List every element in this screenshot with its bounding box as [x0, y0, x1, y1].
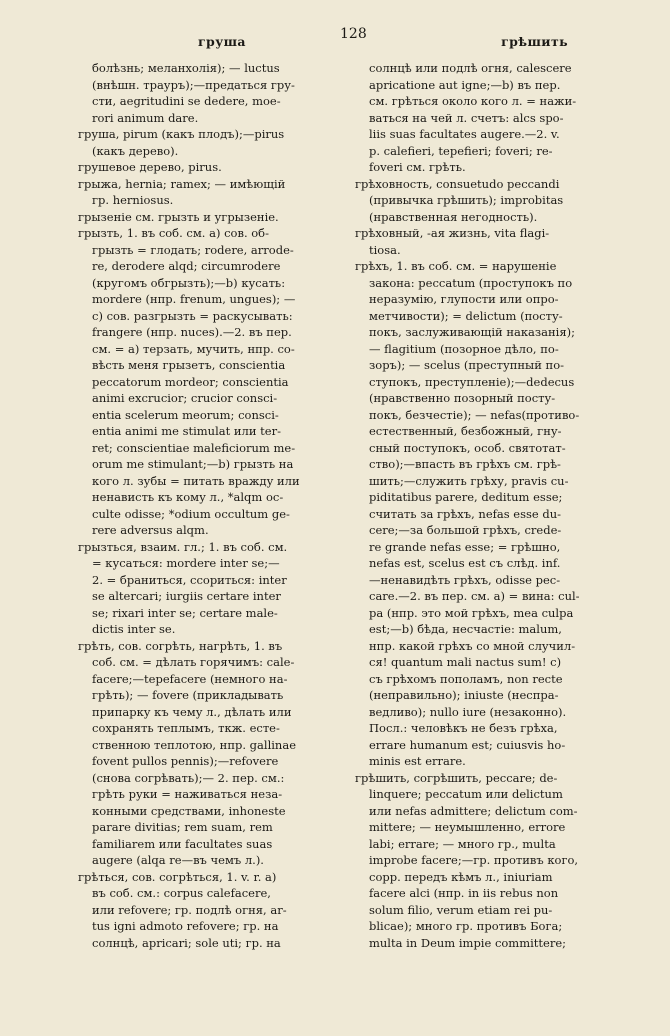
text-line: Посл.: человѣкъ не безъ грѣха,: [369, 721, 558, 735]
text-line: solum filio, verum etiam rei pu-: [369, 902, 553, 917]
text-line: шить;—служить грѣху, pravis cu-: [369, 473, 569, 488]
text-line: грушевое дерево, pirus.: [78, 160, 222, 174]
text-line: конными средствами, inhoneste: [92, 803, 286, 818]
text-line: грѣть, сов. согрѣть, нагрѣть, 1. въ: [78, 638, 283, 653]
text-line: re grande nefas esse; = грѣшно,: [369, 539, 561, 554]
text-line: (нравственно позорный посту-: [369, 391, 556, 405]
text-line: cere;—за большой грѣхъ, crede-: [369, 523, 562, 537]
text-line: culte odisse; *odium occultum ge-: [92, 506, 290, 521]
text-line: грѣшить, согрѣшить, peccare; de-: [355, 770, 558, 785]
text-line: нпр. какой грѣхъ со мной случил-: [369, 638, 576, 653]
text-line: 2. = браниться, ссориться: inter: [92, 572, 287, 587]
text-line: ступокъ, преступленіе);—dedecus: [369, 374, 575, 389]
text-line: entia animi me stimulat или ter-: [92, 424, 281, 438]
text-line: linquere; peccatum или delictum: [369, 787, 563, 801]
text-line: (кругомъ обгрызть);—b) кусать:: [92, 275, 286, 290]
text-line: labi; errare; — много гр., multa: [369, 836, 556, 851]
text-line: ведливо); nullo iure (незаконно).: [369, 704, 567, 719]
text-line: сти, aegritudini se dedere, moe-: [92, 94, 281, 108]
text-line: tus igni admoto refovere; гр. на: [92, 919, 279, 933]
text-line: dictis inter se.: [92, 622, 176, 636]
text-line: грѣховность, consuetudo peccandi: [355, 176, 560, 191]
text-line: se; rixari inter se; certare male-: [92, 605, 278, 620]
text-line: minis est errare.: [369, 754, 466, 768]
left-column: [78, 60, 342, 951]
text-line: покъ, заслуживающій наказанія);: [369, 325, 575, 339]
text-line: въ соб. см.: corpus calefacere,: [92, 886, 271, 900]
text-line: est;—b) бѣда, несчастіе: malum,: [369, 622, 562, 636]
text-line: = кусаться: mordere inter se;—: [92, 556, 280, 570]
text-line: familiarem или facultates suas: [92, 836, 273, 851]
text-line: ственною теплотою, нпр. gallinae: [92, 737, 296, 752]
text-line: (неправильно); iniuste (неспра-: [369, 688, 559, 702]
text-line: зоръ); — scelus (преступный по-: [369, 358, 565, 372]
text-line: сный поступокъ, особ. святотат-: [369, 440, 566, 455]
text-line: orum me stimulant;—b) грызть на: [92, 457, 294, 471]
text-line: — flagitium (позорное дѣло, по-: [369, 341, 559, 356]
text-line: (внѣшн. трауръ);—предаться гру-: [92, 77, 295, 92]
text-line: liis suas facultates augere.—2. v.: [369, 127, 560, 141]
text-line: rere adversus alqm.: [92, 523, 209, 537]
text-line: re, derodere alqd; circumrodere: [92, 259, 281, 273]
text-line: se altercari; iurgiis certare inter: [92, 589, 281, 603]
text-line: грызть = глодать; rodere, arrode-: [92, 242, 294, 257]
text-line: piditatibus parere, deditum esse;: [369, 490, 563, 504]
text-line: грызться, взаим. гл.; 1. въ соб. см.: [78, 539, 288, 554]
text-line: frangere (нпр. nuces).—2. въ пер.: [92, 325, 292, 339]
text-line: ненависть къ кому л., *alqm oc-: [92, 490, 284, 504]
text-line: c) сов. разгрызть = раскусывать:: [92, 308, 293, 323]
text-line: foveri см. грѣть.: [369, 160, 466, 174]
text-line: blicae); много гр. противъ Бога;: [369, 919, 563, 933]
text-line: метчивости); = delictum (посту-: [369, 308, 563, 323]
text-line: гр. herniosus.: [92, 193, 174, 207]
text-line: apricatione aut igne;—b) въ пер.: [369, 77, 561, 92]
text-line: (снова согрѣвать);— 2. пер. см.:: [92, 770, 285, 785]
text-line: —ненавидѣть грѣхъ, odisse pec-: [369, 572, 561, 587]
text-line: ret; conscientiae maleficiorum me-: [92, 440, 296, 455]
text-line: entia scelerum meorum; consci-: [92, 407, 279, 422]
text-line: болѣзнь; меланхолія); — luctus: [92, 61, 280, 75]
text-line: pa (нпр. это мой грѣхъ, mea culpa: [369, 605, 574, 620]
text-line: грѣть); — fovere (прикладывать: [92, 688, 284, 702]
text-line: ваться на чей л. счетъ: alcs spo-: [369, 110, 564, 125]
text-line: mordere (нпр. frenum, ungues); —: [92, 292, 296, 306]
text-line: facere alci (нпр. in iis rebus non: [369, 886, 559, 900]
text-line: (какъ дерево).: [92, 143, 179, 158]
text-line: естественный, безбожный, гну-: [369, 424, 562, 438]
text-line: кого л. зубы = питать вражду или: [92, 473, 300, 488]
text-line: закона: peccatum (проступокъ по: [369, 275, 573, 290]
text-line: грѣться, сов. согрѣться, 1. v. r. a): [78, 869, 277, 884]
text-line: грѣть руки = наживаться неза-: [92, 787, 283, 801]
text-line: p. calefieri, tepefieri; foveri; re-: [369, 143, 553, 158]
text-line: animi excrucior; crucior consci-: [92, 391, 278, 405]
text-line: peccatorum mordeor; conscientia: [92, 374, 289, 389]
text-line: или refovere; гр. подлѣ огня, ar-: [92, 902, 287, 917]
text-line: см. грѣться около кого л. = нажи-: [369, 94, 577, 108]
text-line: сохранять теплымъ, ткж. есте-: [92, 721, 280, 735]
text-line: multa in Deum impie committere;: [369, 935, 567, 950]
text-line: errare humanum est; cuiusvis ho-: [369, 737, 566, 752]
text-line: неразумію, глупости или опро-: [369, 292, 559, 306]
page-number: 128: [340, 26, 367, 42]
text-line: parare divitias; rem suam, rem: [92, 820, 273, 834]
text-line: mittere; — неумышленно, errore: [369, 820, 566, 834]
text-line: грѣховный, -ая жизнь, vita flagi-: [355, 226, 550, 240]
text-line: rori animum dare.: [92, 110, 199, 125]
text-line: съ грѣхомъ пополамъ, non recte: [369, 671, 563, 686]
text-line: (привычка грѣшить); improbitas: [369, 193, 564, 207]
text-line: грыжа, hernia; ramex; — имѣющій: [78, 176, 286, 191]
header-right-word: грѣшить: [501, 34, 568, 49]
text-line: ся! quantum mali nactus sum! c): [369, 655, 562, 669]
text-line: ство);—впасть въ грѣхъ см. грѣ-: [369, 457, 561, 471]
text-line: грѣхъ, 1. въ соб. см. = нарушеніе: [355, 259, 557, 273]
text-line: сорр. передъ кѣмъ л., iniuriam: [369, 869, 553, 884]
text-line: грызеніе см. грызть и угрызеніе.: [78, 209, 279, 224]
text-line: augere (alqa re—въ чемъ л.).: [92, 853, 264, 867]
text-line: грызть, 1. въ соб. см. а) сов. об-: [78, 226, 269, 240]
text-line: соб. см. = дѣлать горячимъ: cale-: [92, 655, 295, 669]
text-line: tiosa.: [369, 242, 401, 257]
text-line: nefas est, scelus est съ слѣд. inf.: [369, 556, 561, 570]
text-line: считать за грѣхъ, nefas esse du-: [369, 506, 562, 521]
text-line: или nefas admittere; delictum com-: [369, 803, 578, 818]
text-line: см. = a) терзать, мучить, нпр. со-: [92, 341, 295, 356]
text-line: вѣсть меня грызетъ, conscientia: [92, 358, 286, 372]
text-line: facere;—tepefacere (немного на-: [92, 671, 288, 686]
right-column: [355, 60, 627, 951]
text-line: care.—2. въ пер. см. a) = вина: cul-: [369, 589, 580, 603]
text-line: improbe facere;—гр. противъ кого,: [369, 853, 579, 867]
text-line: груша, pirum (какъ плодъ);—pirus: [78, 127, 285, 141]
text-line: солнцѣ, apricari; sole uti; гр. на: [92, 935, 281, 950]
text-line: припарку къ чему л., дѣлать или: [92, 704, 292, 719]
text-line: (нравственная негодность).: [369, 209, 538, 224]
header-left-word: груша: [198, 34, 246, 49]
text-line: солнцѣ или подлѣ огня, calescere: [369, 61, 572, 75]
text-line: покъ, безчестіе); — nefas(противо-: [369, 407, 580, 422]
page-header: [70, 24, 630, 50]
text-line: fovent pullos pennis);—refovere: [92, 754, 279, 768]
